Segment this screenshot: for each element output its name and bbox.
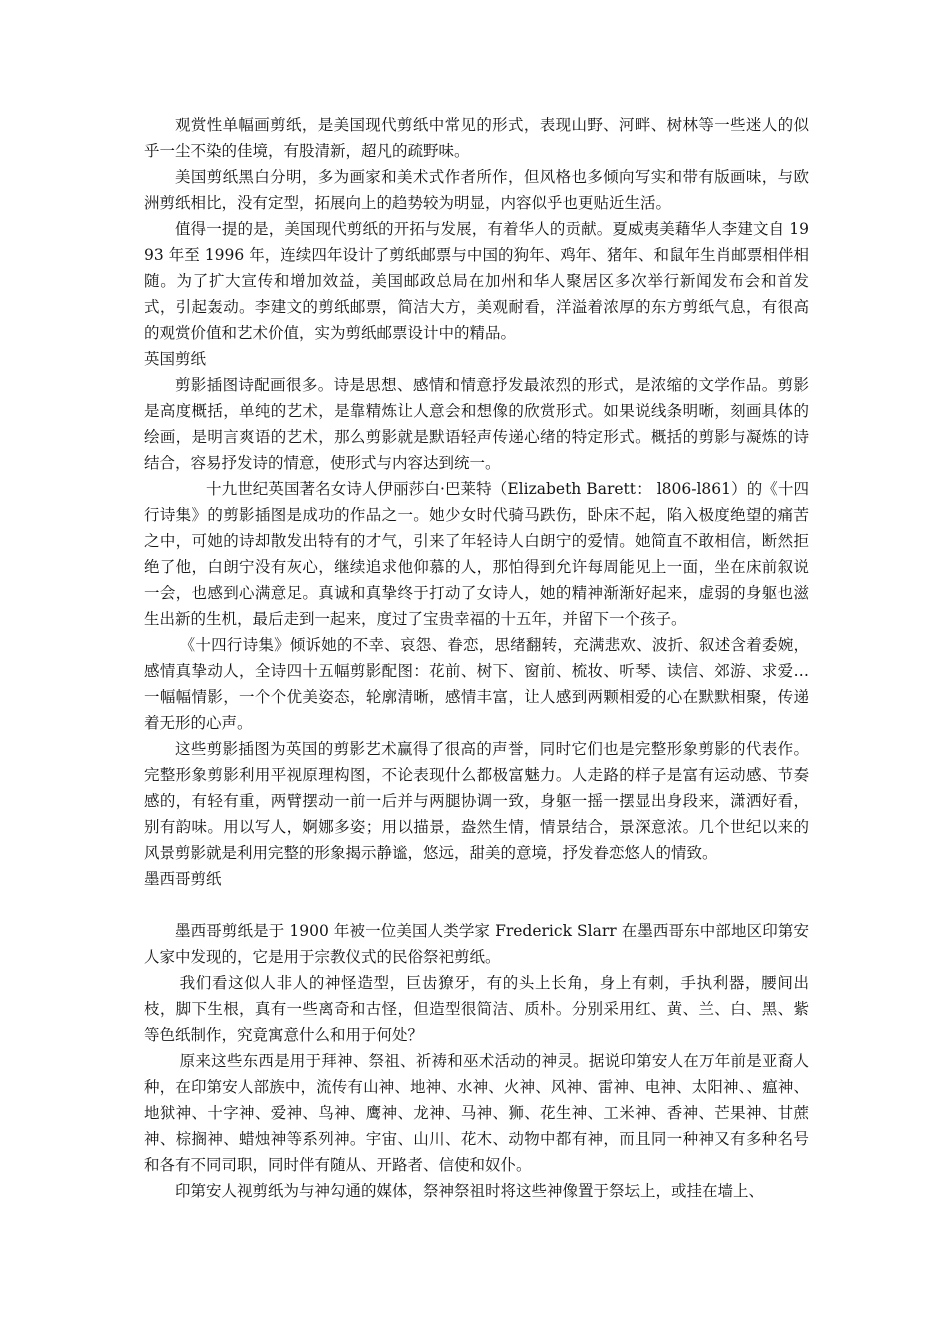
section-heading-mexican: 墨西哥剪纸 <box>144 870 222 888</box>
paragraph-mexican-discovery: 墨西哥剪纸是于 1900 年被一位美国人类学家 Frederick Slarr 在墨西哥东中部地区印第安人家中发现的，它是用于宗教仪式的民俗祭祀剪纸。 <box>144 922 809 966</box>
paragraph-mexican-figures: 我们看这似人非人的神怪造型，巨齿獠牙，有的头上长角，身上有刺，手执利器，腰间出枝，脚下生根，真有一些离奇和古怪，但造型很简洁、质朴。分别采用红、黄、兰、白、黑、紫等色纸制作，究竟寓意什么和用于何处？ <box>144 974 809 1044</box>
paragraph-mexican-ritual: 印第安人视剪纸为与神勾通的媒体，祭神祭祖时将这些神像置于祭坛上，或挂在墙上、 <box>175 1182 765 1200</box>
section-heading-british: 英国剪纸 <box>144 350 207 368</box>
paragraph-barrett: 十九世纪英国著名女诗人伊丽莎白·巴莱特（Elizabeth Barett： l806-l861）的《十四行诗集》的剪影插图是成功的作品之一。她少女时代骑马跌伤，卧床不起，陷入极度绝望的痛苦之中，可她的诗却散发出特有的才气，引来了年轻诗人白朗宁的爱情。她简直不敢相信，断然拒绝了他，白朗宁没有灰心，继续追求他仰慕的人，那怕得到允许每周能见上一面，坐在床前叙说一会，也感到心满意足。真诚和真挚终于打动了女诗人，她的精神渐渐好起来，虚弱的身躯也滋生出新的生机，最后走到一起来，度过了宝贵幸福的十五年，并留下一个孩子。 <box>144 480 809 628</box>
paragraph-american-style: 美国剪纸黑白分明，多为画家和美术式作者所作，但风格也多倾向写实和带有版画味，与欧洲剪纸相比，没有定型，拓展向上的趋势较为明显，内容似乎也更贴近生活。 <box>144 168 809 212</box>
paragraph-american-scenic: 观赏性单幅画剪纸，是美国现代剪纸中常见的形式，表现山野、河畔、树林等一些迷人的似乎一尘不染的佳境，有股清新，超凡的疏野味。 <box>144 116 809 160</box>
paragraph-sonnets: 《十四行诗集》倾诉她的不幸、哀怨、眷恋，思绪翻转，充满悲欢、波折、叙述含着委婉，感情真挚动人，全诗四十五幅剪影配图：花前、树下、窗前、梳妆、听琴、读信、郊游、求爱…一幅幅情影，一个个优美姿态，轮廓清晰，感情丰富，让人感到两颗相爱的心在默默相聚，传递着无形的心声。 <box>144 636 809 732</box>
paragraph-silhouette-poetry: 剪影插图诗配画很多。诗是思想、感情和情意抒发最浓烈的形式，是浓缩的文学作品。剪影是高度概括，单纯的艺术，是靠精炼让人意会和想像的欣赏形式。如果说线条明晰，刻画具体的绘画，是明言爽语的艺术，那么剪影就是默语轻声传递心绪的特定形式。概括的剪影与凝炼的诗结合，容易抒发诗的情意，使形式与内容达到统一。 <box>144 376 809 472</box>
paragraph-mexican-gods: 原来这些东西是用于拜神、祭祖、祈祷和巫术活动的神灵。据说印第安人在万年前是亚裔人种，在印第安人部族中，流传有山神、地神、水神、火神、风神、雷神、电神、太阳神、、瘟神、地狱神、十字神、爱神、鸟神、鹰神、龙神、马神、狮、花生神、工米神、香神、芒果神、甘蔗神、棕搁神、蜡烛神等系列神。宇宙、山川、花木、动物中都有神，而且同一种神又有多种名号和各有不同司职，同时伴有随从、开路者、信使和奴仆。 <box>144 1052 809 1174</box>
document-body <box>144 112 809 1204</box>
paragraph-american-stamps: 值得一提的是，美国现代剪纸的开拓与发展，有着华人的贡献。夏威夷美藉华人李建文自 1993 年至 1996 年，连续四年设计了剪纸邮票与中国的狗年、鸡年、猪年、和鼠年生肖邮票相伴相随。为了扩大宣传和增加效益，美国邮政总局在加州和华人聚居区多次举行新闻发布会和首发式，引起轰动。李建文的剪纸邮票，简洁大方，美观耐看，洋溢着浓厚的东方剪纸气息，有很高的观赏价值和艺术价值，实为剪纸邮票设计中的精品。 <box>144 220 809 342</box>
blank-line <box>144 892 809 918</box>
paragraph-complete-silhouette: 这些剪影插图为英国的剪影艺术赢得了很高的声誉，同时它们也是完整形象剪影的代表作。完整形象剪影利用平视原理构图，不论表现什么都极富魅力。人走路的样子是富有运动感、节奏感的，有轻有重，两臂摆动一前一后并与两腿协调一致，身躯一摇一摆显出身段来，潇洒好看，别有韵味。用以写人，婀娜多姿；用以描景，盎然生情，情景结合，景深意浓。几个世纪以来的风景剪影就是利用完整的形象揭示静谧，悠远，甜美的意境，抒发眷恋悠人的情致。 <box>144 740 809 862</box>
